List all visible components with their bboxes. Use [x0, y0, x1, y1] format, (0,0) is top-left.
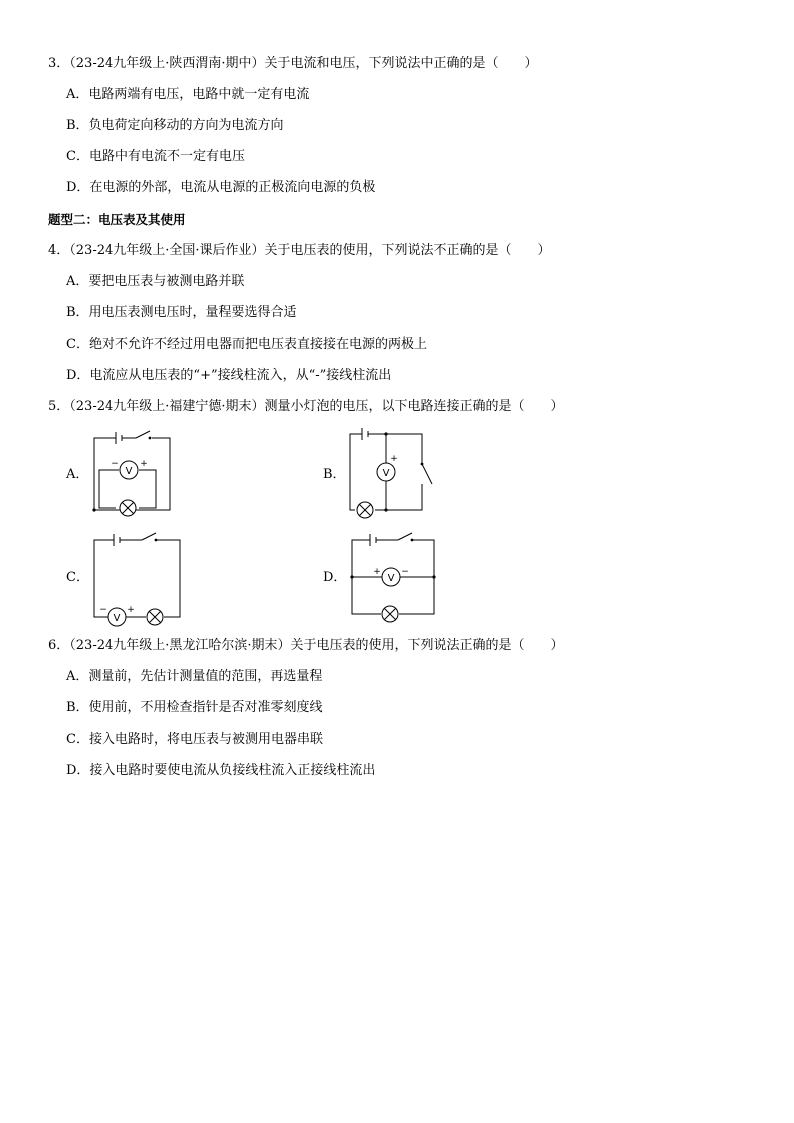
- circuit-d-label: D．: [323, 570, 347, 585]
- circuit-b-diagram: [342, 424, 438, 524]
- q6-option-b: B．使用前，不用检查指针是否对准零刻度线: [66, 700, 323, 715]
- q3-option-d: D．在电源的外部，电流从电源的正极流向电源的负极: [66, 180, 376, 195]
- circuit-c-diagram: [86, 530, 186, 628]
- svg-text:+: +: [140, 459, 148, 469]
- q4-option-d: D．电流应从电压表的“+”接线柱流入，从“-”接线柱流出: [66, 368, 392, 383]
- q6-option-c: C．接入电路时，将电压表与被测用电器串联: [66, 732, 323, 747]
- svg-text:+: +: [127, 605, 135, 615]
- q4-option-a: A．要把电压表与被测电路并联: [66, 274, 245, 289]
- circuit-b-label: B．: [323, 467, 346, 482]
- svg-text:−: −: [111, 459, 119, 469]
- circuit-c-label: C．: [66, 570, 89, 585]
- svg-text:V: V: [382, 468, 390, 479]
- q6-option-d: D．接入电路时要使电流从负接线柱流入正接线柱流出: [66, 763, 376, 778]
- q5-stem: 5．（23-24九年级上·福建宁德·期末）测量小灯泡的电压，以下电路连接正确的是（ ）: [48, 399, 564, 414]
- q3-option-c: C．电路中有电流不一定有电压: [66, 149, 245, 164]
- circuit-a-diagram: [86, 428, 176, 520]
- svg-text:−: −: [99, 605, 107, 615]
- circuit-a-label: A．: [66, 467, 89, 482]
- q4-option-c: C．绝对不允许不经过用电器而把电压表直接接在电源的两极上: [66, 337, 427, 352]
- q3-stem: 3．（23-24九年级上·陕西渭南·期中）关于电流和电压，下列说法中正确的是（ ）: [48, 56, 538, 71]
- q6-stem: 6．（23-24九年级上·黑龙江哈尔滨·期末）关于电压表的使用，下列说法正确的是（ ）: [48, 638, 564, 653]
- q6-option-a: A．测量前，先估计测量值的范围，再选量程: [66, 669, 323, 684]
- svg-text:+: +: [390, 454, 398, 464]
- q3-option-a: A．电路两端有电压，电路中就一定有电流: [66, 87, 310, 102]
- section-title: 题型二：电压表及其使用: [48, 212, 186, 227]
- q4-option-b: B．用电压表测电压时，量程要选得合适: [66, 305, 297, 320]
- circuit-d-diagram: [342, 530, 442, 628]
- q4-stem: 4．（23-24九年级上·全国·课后作业）关于电压表的使用，下列说法不正确的是（ ）: [48, 243, 551, 258]
- voltmeter-symbol: V: [125, 466, 133, 477]
- svg-text:+: +: [373, 567, 381, 577]
- svg-text:−: −: [401, 567, 409, 577]
- q3-option-b: B．负电荷定向移动的方向为电流方向: [66, 118, 284, 133]
- svg-text:V: V: [387, 573, 395, 584]
- svg-text:V: V: [113, 613, 121, 624]
